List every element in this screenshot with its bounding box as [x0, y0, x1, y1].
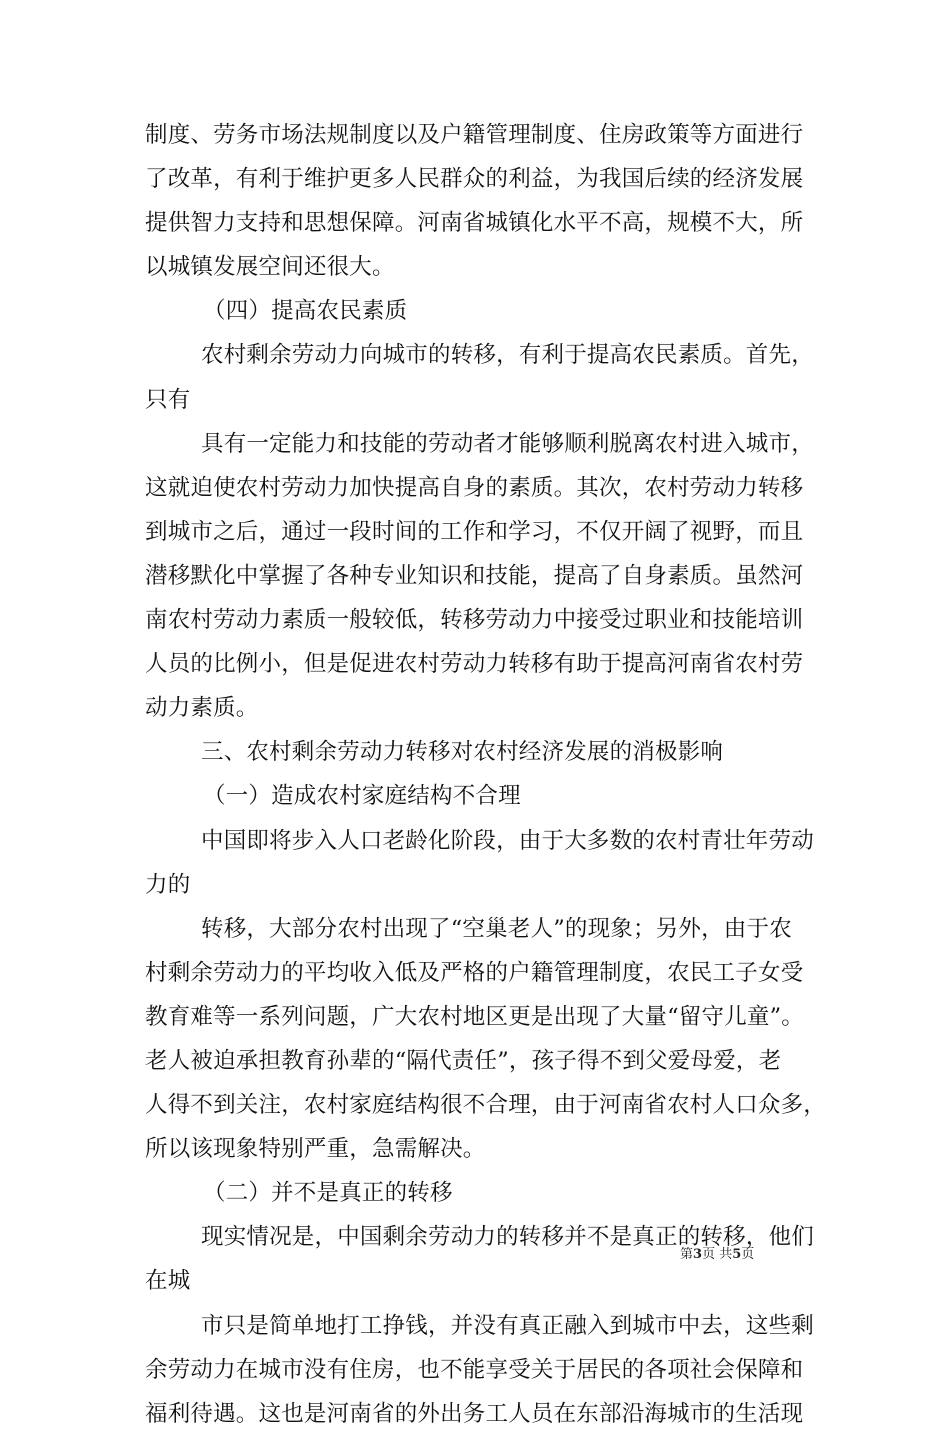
text-line: 人员的比例小，但是促进农村劳动力转移有助于提高河南省农村劳: [145, 651, 804, 678]
text-line: 市只是简单地打工挣钱，并没有真正融入到城市中去，这些剩: [201, 1312, 814, 1339]
text-line: 转移，大部分农村出现了“空巢老人”的现象；另外，由于农: [201, 915, 792, 942]
text-line: 所以该现象特别严重，急需解决。: [145, 1136, 486, 1163]
text-line: 村剩余劳动力的平均收入低及严格的户籍管理制度，农民工子女受: [145, 959, 804, 986]
footer-prefix: 第: [680, 1247, 694, 1262]
section-heading: （四）提高农民素质: [203, 298, 408, 325]
text-line: 农村剩余劳动力向城市的转移，有利于提高农民素质。首先，: [201, 342, 814, 369]
text-line: 到城市之后，通过一段时间的工作和学习，不仅开阔了视野，而且: [145, 518, 804, 545]
text-line: 力的: [145, 871, 191, 898]
text-line: 老人被迫承担教育孙辈的“隔代责任”，孩子得不到父爱母爱，老: [145, 1047, 782, 1074]
total-page-number: 5: [732, 1247, 742, 1262]
text-line: 以城镇发展空间还很大。: [145, 254, 395, 281]
page-number-footer: [680, 1243, 840, 1262]
section-heading: （二）并不是真正的转移: [203, 1180, 453, 1207]
text-line: 教育难等一系列问题，广大农村地区更是出现了大量“留守儿童”。: [145, 1003, 805, 1030]
text-line: 现实情况是，中国剩余劳动力的转移并不是真正的转移，他们: [201, 1224, 814, 1251]
text-line: 具有一定能力和技能的劳动者才能够顺利脱离农村进入城市，: [201, 430, 814, 457]
text-line: 制度、劳务市场法规制度以及户籍管理制度、住房政策等方面进行: [145, 122, 804, 148]
text-line: 动力素质。: [145, 695, 259, 722]
section-heading: 三、农村剩余劳动力转移对农村经济发展的消极影响: [201, 739, 724, 766]
text-line: 在城: [145, 1268, 191, 1295]
current-page-number: 3: [693, 1247, 703, 1262]
text-line: 南农村劳动力素质一般较低，转移劳动力中接受过职业和技能培训: [145, 607, 804, 634]
text-line: 余劳动力在城市没有住房，也不能享受关于居民的各项社会保障和: [145, 1356, 804, 1383]
text-line: 福利待遇。这也是河南省的外出务工人员在东部沿海城市的生活现: [145, 1400, 804, 1427]
text-line: 人得不到关注，农村家庭结构很不合理，由于河南省农村人口众多，: [145, 1092, 827, 1119]
text-line: 了改革，有利于维护更多人民群众的利益，为我国后续的经济发展: [145, 166, 804, 193]
text-line: 这就迫使农村劳动力加快提高自身的素质。其次，农村劳动力转移: [145, 474, 804, 501]
text-line: 潜移默化中掌握了各种专业知识和技能，提高了自身素质。虽然河: [145, 562, 804, 589]
footer-suffix: 页: [741, 1247, 755, 1262]
section-heading: （一）造成农村家庭结构不合理: [203, 783, 521, 810]
text-line: 只有: [145, 386, 191, 413]
body-text: [145, 113, 825, 1436]
text-line: 中国即将步入人口老龄化阶段，由于大多数的农村青壮年劳动: [201, 827, 814, 854]
text-line: 提供智力支持和思想保障。河南省城镇化水平不高，规模不大，所: [145, 210, 804, 237]
footer-middle: 页 共: [702, 1247, 733, 1262]
